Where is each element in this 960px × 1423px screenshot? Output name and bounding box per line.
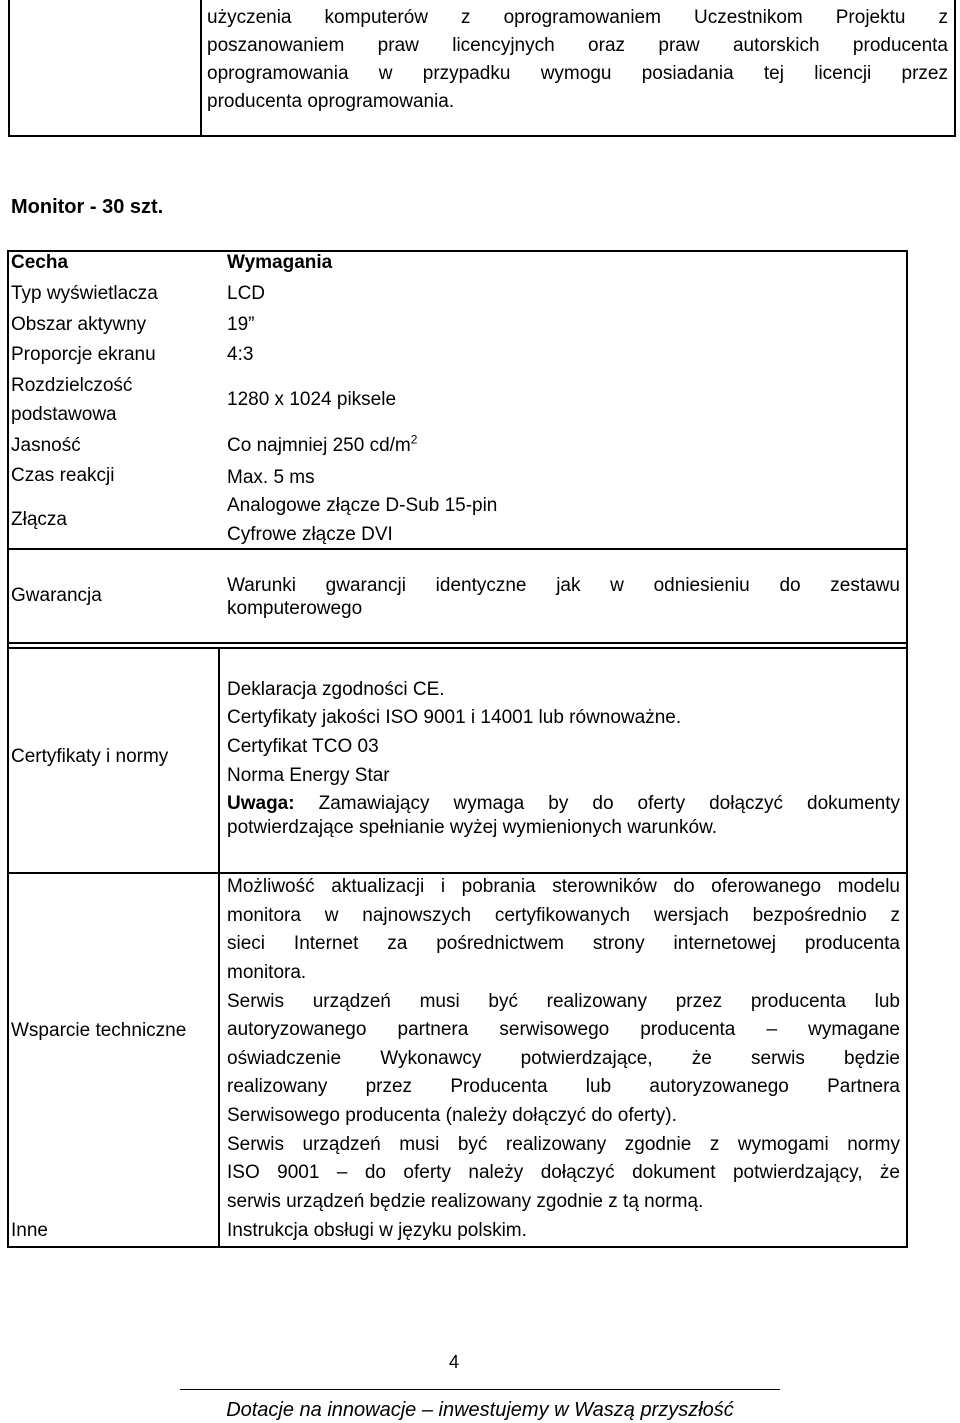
support-line: monitora. xyxy=(227,962,307,983)
row-value-connectors-1: Analogowe złącze D-Sub 15-pin xyxy=(227,495,498,516)
row-value-warranty-1: Warunki gwarancji identyczne jak w odniesieniu do zestawu xyxy=(227,575,900,596)
cert-line: Certyfikaty jakości ISO 9001 i 14001 lub równoważne. xyxy=(227,707,682,728)
row-value-warranty-2: komputerowego xyxy=(227,598,363,619)
support-line: ISO 9001 – do oferty należy dołączyć dokument potwierdzający, że xyxy=(227,1162,900,1183)
intro-paragraph xyxy=(207,4,948,116)
brightness-unit-exponent: 2 xyxy=(410,432,418,447)
table-border-top xyxy=(8,250,908,252)
row-label-connectors: Złącza xyxy=(11,509,67,530)
table-border-right xyxy=(906,250,908,648)
intro-line: oprogramowania w przypadku wymogu posiadania tej licencji przez xyxy=(207,63,948,84)
table-border-right xyxy=(906,647,908,1248)
intro-line: producenta oprogramowania. xyxy=(207,91,455,112)
page-number: 4 xyxy=(449,1352,460,1372)
row-label-aspect-ratio: Proporcje ekranu xyxy=(11,344,156,365)
row-label-response-time: Czas reakcji xyxy=(11,465,115,486)
support-line: sieci Internet za pośrednictwem strony internetowej producenta xyxy=(227,933,900,954)
table-border-left xyxy=(7,647,9,1248)
support-line: autoryzowanego partnera serwisowego producenta – wymagane xyxy=(227,1019,900,1040)
cert-note-line2: potwierdzające spełnianie wyżej wymienionych warunków. xyxy=(227,817,718,838)
cert-note-text: Zamawiający wymaga by do oferty dołączyć dokumenty xyxy=(294,793,900,814)
row-label-resolution-2: podstawowa xyxy=(11,404,117,425)
row-label-support: Wsparcie techniczne xyxy=(11,1020,187,1041)
table-divider xyxy=(8,642,908,644)
support-line: Możliwość aktualizacji i pobrania sterowników do oferowanego modelu xyxy=(227,876,900,897)
cert-line: Certyfikat TCO 03 xyxy=(227,736,379,757)
row-value-other: Instrukcja obsługi w języku polskim. xyxy=(227,1220,527,1241)
intro-line: poszanowaniem praw licencyjnych oraz praw autorskich producenta xyxy=(207,35,948,56)
row-value-active-area: 19” xyxy=(227,314,255,335)
section-heading: Monitor - 30 szt. xyxy=(11,196,164,218)
table-divider xyxy=(8,872,908,874)
row-value-response-time: Max. 5 ms xyxy=(227,467,315,488)
cert-note-label: Uwaga: xyxy=(227,793,295,814)
row-value-connectors-2: Cyfrowe złącze DVI xyxy=(227,524,393,545)
brightness-value: Co najmniej 250 cd/m xyxy=(227,435,411,456)
support-line: Serwis urządzeń musi być realizowany zgodnie z wymogami normy xyxy=(227,1134,900,1155)
column-divider xyxy=(218,647,220,1248)
row-label-resolution-1: Rozdzielczość xyxy=(11,375,133,396)
row-label-certificates: Certyfikaty i normy xyxy=(11,746,169,767)
table-divider xyxy=(8,548,908,550)
top-left-cell xyxy=(8,0,200,137)
row-value-display-type: LCD xyxy=(227,283,266,304)
header-feature: Cecha xyxy=(11,252,69,273)
row-value-aspect-ratio: 4:3 xyxy=(227,344,254,365)
support-line: realizowany przez Producenta lub autoryzowanego Partnera xyxy=(227,1076,900,1097)
intro-line: użyczenia komputerów z oprogramowaniem Uczestnikom Projektu z xyxy=(207,7,948,28)
row-label-brightness: Jasność xyxy=(11,435,81,456)
cert-line: Deklaracja zgodności CE. xyxy=(227,679,445,700)
cert-note xyxy=(227,793,900,815)
header-requirement: Wymagania xyxy=(227,252,333,273)
row-label-warranty: Gwarancja xyxy=(11,585,102,606)
row-label-display-type: Typ wyświetlacza xyxy=(11,283,158,304)
row-label-other: Inne xyxy=(11,1220,48,1241)
support-line: oświadczenie Wykonawcy potwierdzające, że serwis będzie xyxy=(227,1048,900,1069)
table-border-left xyxy=(7,250,9,648)
table-border-bottom xyxy=(8,1246,908,1248)
support-line: Serwis urządzeń musi być realizowany przez producenta lub xyxy=(227,991,900,1012)
table-divider xyxy=(8,647,908,649)
support-line: serwis urządzeń będzie realizowany zgodnie z tą normą. xyxy=(227,1191,704,1212)
cert-line: Norma Energy Star xyxy=(227,765,390,786)
support-line: Serwisowego producenta (należy dołączyć do oferty). xyxy=(227,1105,677,1126)
row-value-brightness xyxy=(227,432,418,457)
footer-slogan: Dotacje na innowacje – inwestujemy w Waszą przyszłość xyxy=(226,1399,734,1421)
row-label-active-area: Obszar aktywny xyxy=(11,314,147,335)
footer-rule xyxy=(180,1389,780,1390)
row-value-resolution: 1280 x 1024 piksele xyxy=(227,389,397,410)
support-line: monitora w najnowszych certyfikowanych wersjach bezpośrednio z xyxy=(227,905,900,926)
